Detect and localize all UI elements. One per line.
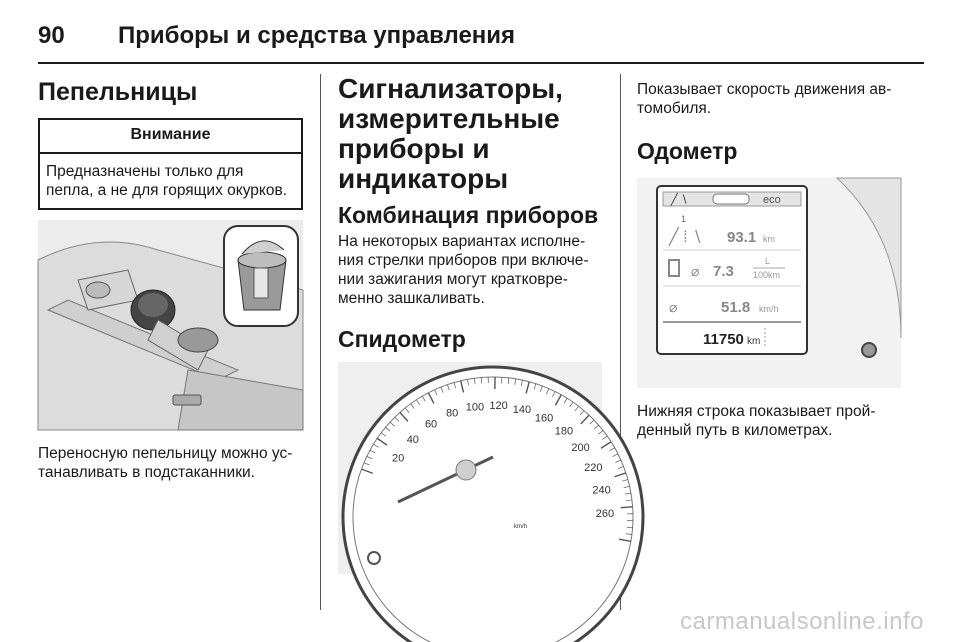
- svg-text:L: L: [765, 256, 771, 266]
- svg-text:╱ ∖: ╱ ∖: [671, 194, 688, 206]
- speedometer-gauge: [338, 362, 615, 574]
- needle-hub: [456, 460, 476, 480]
- svg-text:1: 1: [681, 214, 687, 224]
- odometer-caption: Нижняя строка показывает пройденный путь в километрах.: [637, 403, 876, 439]
- speedometer-tick-label: 160: [534, 412, 554, 425]
- speedometer-tick-label: 260: [595, 507, 615, 520]
- column-ashtrays: [38, 74, 303, 482]
- speedometer-tick-label: 240: [592, 484, 611, 497]
- display-knob: [862, 343, 876, 357]
- warning-text: Предназначены только для пепла, а не для горящих окурков.: [46, 163, 288, 199]
- chapter-title: Приборы и средства управления: [118, 22, 516, 49]
- reset-knob: [368, 552, 380, 564]
- speedometer-tick-label: 60: [424, 418, 438, 431]
- page-number: 90: [38, 22, 65, 49]
- section-heading-indicators: Сигнализаторы, измерительные приборы и индикаторы: [338, 73, 563, 194]
- average-icon: ⌀: [691, 263, 700, 279]
- speedometer-illustration: [338, 362, 615, 574]
- page-header: [38, 16, 515, 56]
- instrument-cluster-text: На некоторых вариантах исполнения стрелки приборов при включении зажигания могут кратковременно зашкаливать.: [338, 233, 589, 307]
- svg-text:⌀: ⌀: [669, 299, 678, 315]
- section-heading-ashtrays: Пепельницы: [38, 78, 198, 106]
- column-indicators: [338, 73, 615, 574]
- svg-text:100km: 100km: [753, 270, 781, 280]
- subheading-odometer: Одометр: [637, 138, 738, 164]
- speedometer-tick-label: 120: [489, 400, 508, 413]
- speedometer-tick-label: 80: [445, 407, 459, 420]
- speedometer-tick-label: 180: [554, 425, 574, 438]
- column-divider-1: [320, 74, 321, 610]
- eco-label: eco: [763, 194, 781, 206]
- svg-text:km: km: [763, 234, 775, 244]
- subheading-speedometer: Спидометр: [338, 326, 466, 352]
- speed-description: Показывает скорость движения автомобиля.: [637, 81, 892, 117]
- consumption-value: 7.3: [713, 263, 734, 280]
- average-speed-value: 51.8: [721, 299, 751, 316]
- odometer-display: [637, 178, 901, 388]
- speedometer-tick-label: 200: [571, 442, 590, 455]
- speedometer-tick-label: 20: [392, 452, 405, 465]
- speedometer-unit: km/h: [514, 524, 528, 530]
- subheading-instrument-cluster: Комбинация приборов: [338, 202, 599, 228]
- speedometer-tick-label: 40: [406, 433, 419, 446]
- speedometer-tick-label: 140: [512, 403, 532, 416]
- speedometer-tick-label: 100: [465, 401, 485, 414]
- watermark: carmanualsonline.info: [680, 608, 924, 635]
- odometer-illustration: [637, 178, 901, 388]
- warning-title: Внимание: [40, 120, 301, 154]
- ashtray-illustration: [38, 220, 303, 430]
- svg-text:km: km: [747, 336, 761, 347]
- ashtray-caption: Переносную пепельницу можно устанавливать в подстаканники.: [38, 445, 293, 481]
- trip-value: 93.1: [727, 229, 757, 246]
- odometer-value: 11750: [703, 331, 744, 348]
- svg-text:km/h: km/h: [759, 304, 779, 314]
- speedometer-tick: [621, 507, 633, 508]
- speedometer-tick-label: 220: [584, 462, 603, 475]
- header-rule: [38, 62, 924, 64]
- warning-box: [38, 118, 303, 210]
- column-odometer: [637, 74, 901, 440]
- trip-icon: ╱ ⁞ ∖: [669, 229, 703, 246]
- ashtray-drawing: [38, 220, 303, 430]
